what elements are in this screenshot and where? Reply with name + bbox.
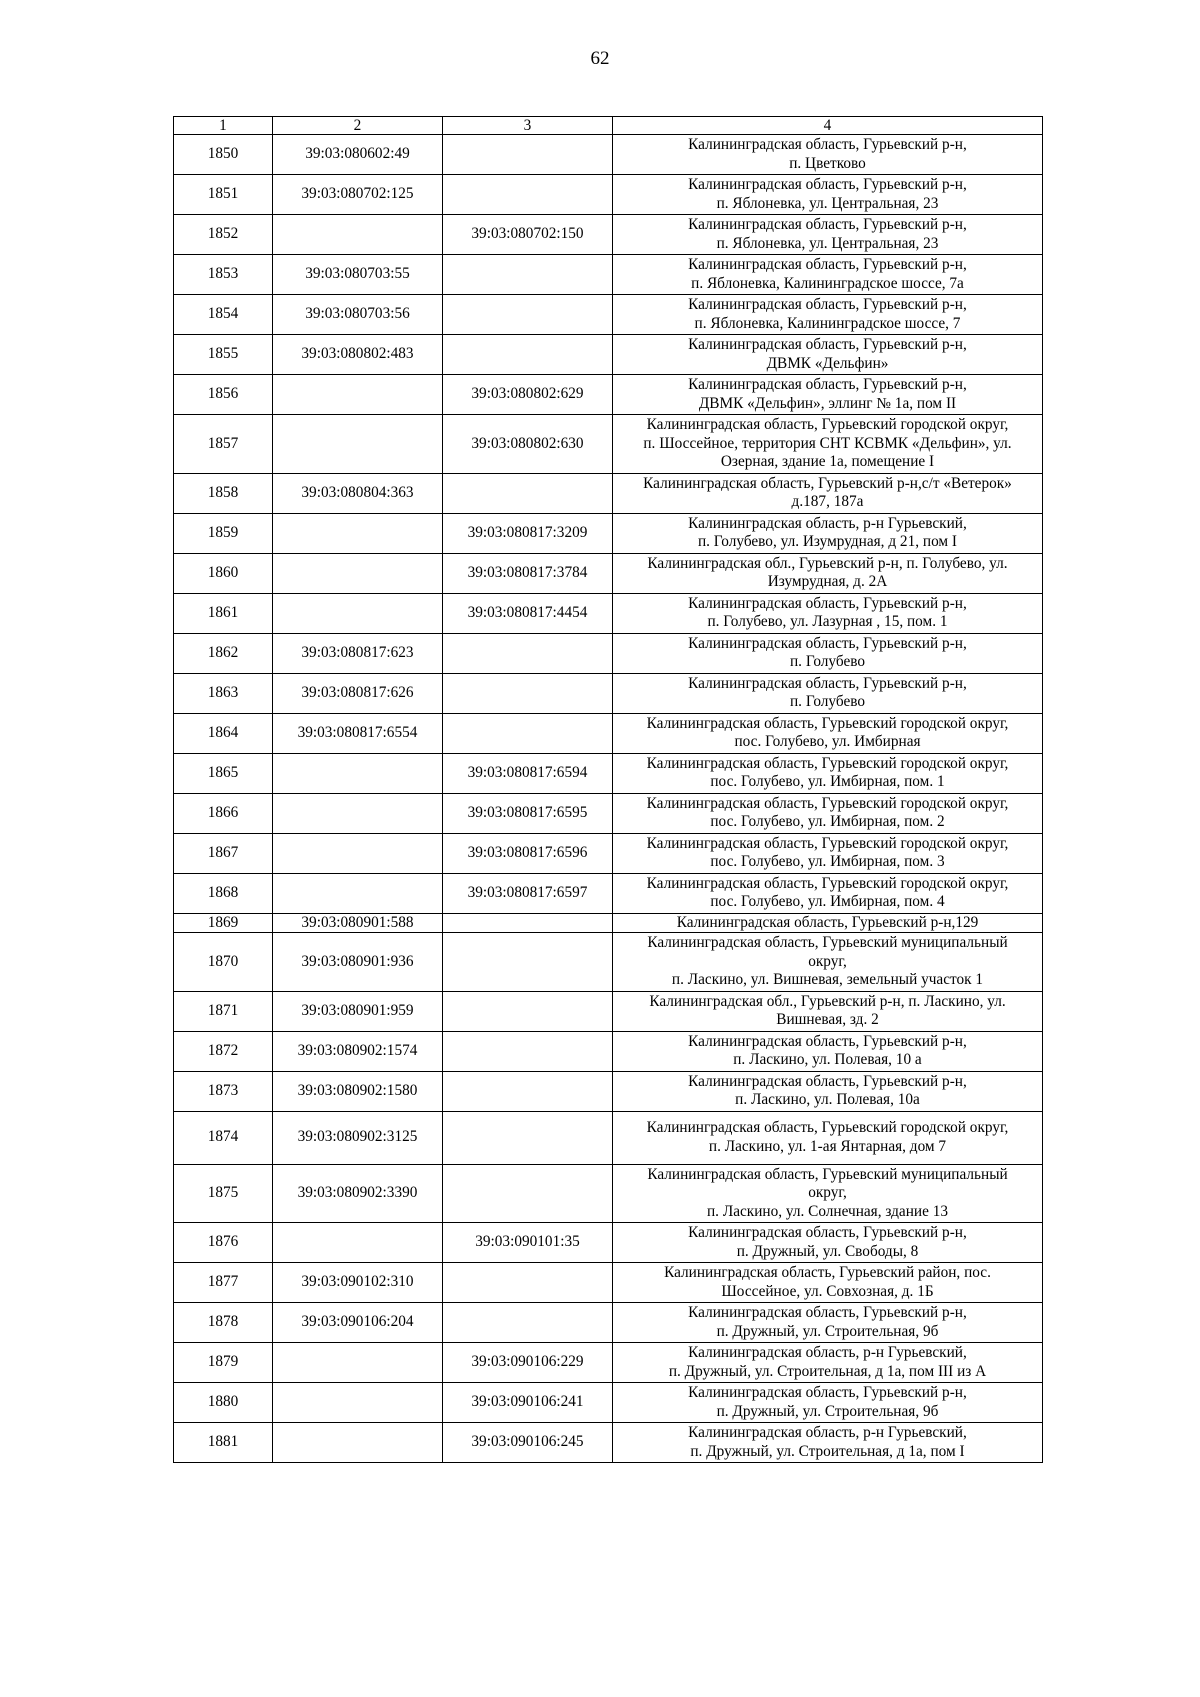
row-number-cell: 1852 [174,215,273,255]
row-number-cell: 1869 [174,913,273,933]
table-row [174,1343,1043,1383]
cadastral-number-cell [273,1423,443,1463]
table-row [174,873,1043,913]
table-row [174,375,1043,415]
cadastral-number-cell [273,833,443,873]
row-number-cell: 1870 [174,933,273,992]
table-row [174,1164,1043,1223]
premises-cadastral-number-cell: 39:03:080817:3784 [443,553,613,593]
row-number-cell: 1880 [174,1383,273,1423]
cadastral-number-cell: 39:03:080901:936 [273,933,443,992]
cadastral-number-cell [273,1223,443,1263]
row-number-cell: 1871 [174,991,273,1031]
row-number-cell: 1875 [174,1164,273,1223]
table-row [174,1071,1043,1111]
address-cell: Калининградская область, Гурьевский р-н, п. Дружный, ул. Строительная, 9б [613,1383,1043,1423]
address-cell: Калининградская область, Гурьевский р-н, п. Ласкино, ул. Полевая, 10 а [613,1031,1043,1071]
row-number-cell: 1877 [174,1263,273,1303]
premises-cadastral-number-cell: 39:03:080817:6597 [443,873,613,913]
header-col-4: 4 [613,117,1043,135]
address-cell: Калининградская область, Гурьевский р-н, п. Цветково [613,135,1043,175]
row-number-cell: 1873 [174,1071,273,1111]
cadastral-number-cell: 39:03:080802:483 [273,335,443,375]
premises-cadastral-number-cell [443,255,613,295]
premises-cadastral-number-cell [443,1263,613,1303]
address-cell: Калининградская область, Гурьевский р-н, п. Дружный, ул. Свободы, 8 [613,1223,1043,1263]
address-cell: Калининградская область, Гурьевский городской округ, пос. Голубево, ул. Имбирная, пом. 4 [613,873,1043,913]
cadastral-number-cell [273,873,443,913]
premises-cadastral-number-cell [443,991,613,1031]
table-row [174,673,1043,713]
row-number-cell: 1862 [174,633,273,673]
cadastral-number-cell: 39:03:080602:49 [273,135,443,175]
cadastral-number-cell: 39:03:080702:125 [273,175,443,215]
premises-cadastral-number-cell: 39:03:090106:241 [443,1383,613,1423]
cadastral-number-cell: 39:03:090102:310 [273,1263,443,1303]
table-row [174,1111,1043,1164]
address-cell: Калининградская область, Гурьевский городской округ, пос. Голубево, ул. Имбирная, пом. 1 [613,753,1043,793]
row-number-cell: 1867 [174,833,273,873]
premises-cadastral-number-cell [443,633,613,673]
cadastral-number-cell: 39:03:080804:363 [273,473,443,513]
registry-table [173,116,1043,1463]
table-row [174,1223,1043,1263]
address-cell: Калининградская область, Гурьевский р-н, п. Яблоневка, Калининградское шоссе, 7а [613,255,1043,295]
table-row [174,713,1043,753]
cadastral-number-cell [273,1383,443,1423]
table-row [174,633,1043,673]
table-row [174,1383,1043,1423]
premises-cadastral-number-cell [443,673,613,713]
address-cell: Калининградская область, Гурьевский р-н, п. Яблоневка, Калининградское шоссе, 7 [613,295,1043,335]
premises-cadastral-number-cell [443,335,613,375]
premises-cadastral-number-cell [443,175,613,215]
cadastral-number-cell [273,513,443,553]
premises-cadastral-number-cell [443,473,613,513]
address-cell: Калининградская область, Гурьевский муниципальный округ, п. Ласкино, ул. Солнечная, здание 13 [613,1164,1043,1223]
table-row [174,513,1043,553]
address-cell: Калининградская область, Гурьевский р-н, п. Голубево [613,633,1043,673]
premises-cadastral-number-cell [443,1164,613,1223]
cadastral-number-cell [273,753,443,793]
premises-cadastral-number-cell: 39:03:090101:35 [443,1223,613,1263]
table-row [174,553,1043,593]
table-row [174,913,1043,933]
table-row [174,175,1043,215]
cadastral-number-cell: 39:03:080902:1574 [273,1031,443,1071]
table-row [174,753,1043,793]
cadastral-number-cell [273,593,443,633]
address-cell: Калининградская область, Гурьевский р-н, ДВМК «Дельфин», эллинг № 1а, пом II [613,375,1043,415]
row-number-cell: 1874 [174,1111,273,1164]
table-row [174,415,1043,474]
premises-cadastral-number-cell [443,1071,613,1111]
premises-cadastral-number-cell [443,295,613,335]
premises-cadastral-number-cell [443,713,613,753]
row-number-cell: 1863 [174,673,273,713]
cadastral-number-cell: 39:03:080817:623 [273,633,443,673]
table-row [174,833,1043,873]
cadastral-number-cell: 39:03:080902:3390 [273,1164,443,1223]
cadastral-number-cell [273,215,443,255]
row-number-cell: 1856 [174,375,273,415]
address-cell: Калининградская область, Гурьевский р-н, п. Ласкино, ул. Полевая, 10а [613,1071,1043,1111]
table-row [174,295,1043,335]
row-number-cell: 1881 [174,1423,273,1463]
premises-cadastral-number-cell: 39:03:080802:630 [443,415,613,474]
cadastral-number-cell [273,415,443,474]
premises-cadastral-number-cell [443,933,613,992]
cadastral-number-cell [273,553,443,593]
row-number-cell: 1866 [174,793,273,833]
table-row [174,1303,1043,1343]
row-number-cell: 1865 [174,753,273,793]
premises-cadastral-number-cell [443,1031,613,1071]
premises-cadastral-number-cell [443,135,613,175]
premises-cadastral-number-cell: 39:03:080817:4454 [443,593,613,633]
premises-cadastral-number-cell: 39:03:090106:229 [443,1343,613,1383]
address-cell: Калининградская область, Гурьевский р-н,129 [613,913,1043,933]
premises-cadastral-number-cell: 39:03:080817:3209 [443,513,613,553]
address-cell: Калининградская область, р-н Гурьевский, п. Дружный, ул. Строительная, д 1а, пом III из А [613,1343,1043,1383]
address-cell: Калининградская область, р-н Гурьевский, п. Дружный, ул. Строительная, д 1а, пом I [613,1423,1043,1463]
row-number-cell: 1853 [174,255,273,295]
address-cell: Калининградская обл., Гурьевский р-н, п. Голубево, ул. Изумрудная, д. 2А [613,553,1043,593]
address-cell: Калининградская область, Гурьевский городской округ, пос. Голубево, ул. Имбирная, пом. 2 [613,793,1043,833]
address-cell: Калининградская область, р-н Гурьевский, п. Голубево, ул. Изумрудная, д 21, пом I [613,513,1043,553]
address-cell: Калининградская область, Гурьевский р-н, п. Дружный, ул. Строительная, 9б [613,1303,1043,1343]
cadastral-number-cell: 39:03:080817:6554 [273,713,443,753]
address-cell: Калининградская область, Гурьевский городской округ, п. Шоссейное, территория СНТ КСВМК «Дельфин», ул. Озерная, здание 1а, помещение I [613,415,1043,474]
table-header [174,117,1043,135]
table-row [174,933,1043,992]
cadastral-number-cell: 39:03:080902:3125 [273,1111,443,1164]
address-cell: Калининградская область, Гурьевский р-н, п. Яблоневка, ул. Центральная, 23 [613,215,1043,255]
premises-cadastral-number-cell [443,913,613,933]
cadastral-number-cell: 39:03:080901:588 [273,913,443,933]
address-cell: Калининградская область, Гурьевский р-н, п. Голубево [613,673,1043,713]
address-cell: Калининградская область, Гурьевский район, пос. Шоссейное, ул. Совхозная, д. 1Б [613,1263,1043,1303]
table-row [174,335,1043,375]
premises-cadastral-number-cell: 39:03:080802:629 [443,375,613,415]
header-col-3: 3 [443,117,613,135]
row-number-cell: 1864 [174,713,273,753]
cadastral-number-cell: 39:03:080703:55 [273,255,443,295]
premises-cadastral-number-cell [443,1303,613,1343]
cadastral-number-cell: 39:03:080901:959 [273,991,443,1031]
address-cell: Калининградская область, Гурьевский р-н, ДВМК «Дельфин» [613,335,1043,375]
row-number-cell: 1878 [174,1303,273,1343]
row-number-cell: 1860 [174,553,273,593]
cadastral-number-cell: 39:03:090106:204 [273,1303,443,1343]
row-number-cell: 1857 [174,415,273,474]
row-number-cell: 1851 [174,175,273,215]
premises-cadastral-number-cell: 39:03:080702:150 [443,215,613,255]
table-row [174,1031,1043,1071]
cadastral-number-cell [273,793,443,833]
table-row [174,1263,1043,1303]
address-cell: Калининградская область, Гурьевский р-н,с/т «Ветерок» д.187, 187а [613,473,1043,513]
address-cell: Калининградская область, Гурьевский городской округ, п. Ласкино, ул. 1-ая Янтарная, дом 7 [613,1111,1043,1164]
table-row [174,593,1043,633]
premises-cadastral-number-cell [443,1111,613,1164]
row-number-cell: 1876 [174,1223,273,1263]
table-row [174,215,1043,255]
row-number-cell: 1850 [174,135,273,175]
cadastral-number-cell: 39:03:080703:56 [273,295,443,335]
table-row [174,1423,1043,1463]
address-cell: Калининградская область, Гурьевский р-н, п. Голубево, ул. Лазурная , 15, пом. 1 [613,593,1043,633]
row-number-cell: 1859 [174,513,273,553]
address-cell: Калининградская область, Гурьевский р-н, п. Яблоневка, ул. Центральная, 23 [613,175,1043,215]
address-cell: Калининградская область, Гурьевский городской округ, пос. Голубево, ул. Имбирная, пом. 3 [613,833,1043,873]
premises-cadastral-number-cell: 39:03:080817:6594 [443,753,613,793]
cadastral-number-cell [273,375,443,415]
cadastral-number-cell [273,1343,443,1383]
row-number-cell: 1854 [174,295,273,335]
address-cell: Калининградская область, Гурьевский муниципальный округ, п. Ласкино, ул. Вишневая, земельный участок 1 [613,933,1043,992]
row-number-cell: 1868 [174,873,273,913]
premises-cadastral-number-cell: 39:03:080817:6596 [443,833,613,873]
table-body [174,135,1043,1463]
table-row [174,473,1043,513]
table-row [174,793,1043,833]
table-row [174,991,1043,1031]
header-col-2: 2 [273,117,443,135]
row-number-cell: 1858 [174,473,273,513]
row-number-cell: 1861 [174,593,273,633]
table-row [174,135,1043,175]
header-col-1: 1 [174,117,273,135]
address-cell: Калининградская обл., Гурьевский р-н, п. Ласкино, ул. Вишневая, зд. 2 [613,991,1043,1031]
header-row [174,117,1043,135]
premises-cadastral-number-cell: 39:03:090106:245 [443,1423,613,1463]
row-number-cell: 1879 [174,1343,273,1383]
row-number-cell: 1872 [174,1031,273,1071]
cadastral-number-cell: 39:03:080817:626 [273,673,443,713]
premises-cadastral-number-cell: 39:03:080817:6595 [443,793,613,833]
cadastral-number-cell: 39:03:080902:1580 [273,1071,443,1111]
row-number-cell: 1855 [174,335,273,375]
address-cell: Калининградская область, Гурьевский городской округ, пос. Голубево, ул. Имбирная [613,713,1043,753]
page-number: 62 [590,48,610,69]
table-row [174,255,1043,295]
